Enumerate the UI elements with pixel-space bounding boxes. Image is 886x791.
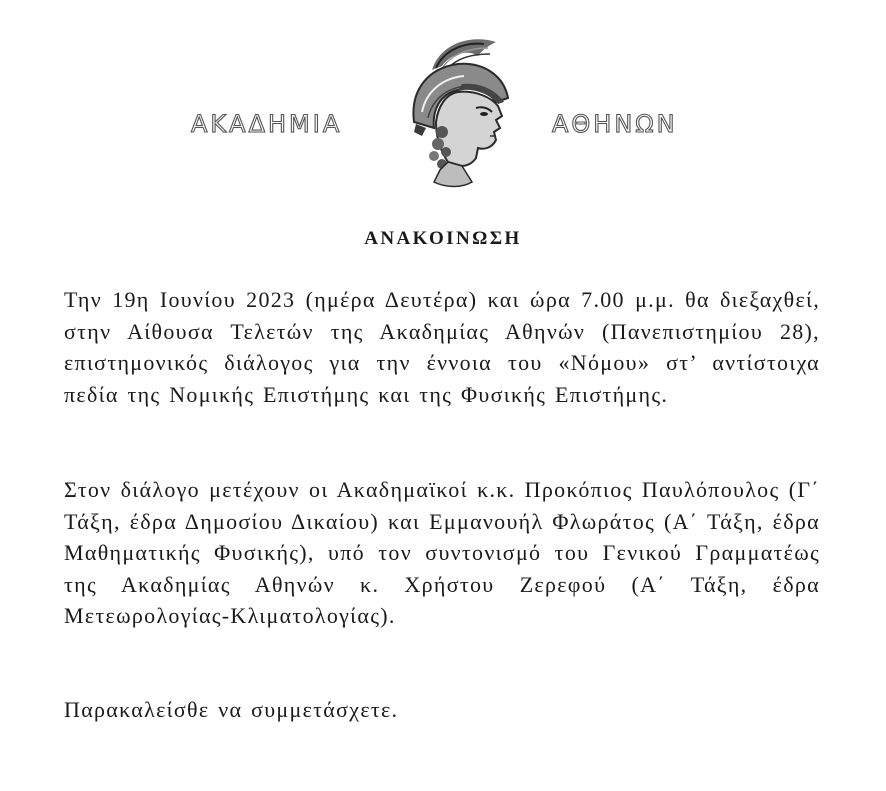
announcement-paragraph-1: Την 19η Ιουνίου 2023 (ημέρα Δευτέρα) και ώρα 7.00 μ.μ. θα διεξαχθεί, στην Αίθουσα Τελετών της Ακαδημίας Αθηνών (Πανεπιστημίου 28), επιστημονικός διάλογος για την έννοια του «Νόμου» στ’ αντίστοιχα πεδία της Νομικής Επιστήμης και της Φυσικής Επιστήμης. — [64, 287, 820, 407]
letterhead — [0, 22, 886, 192]
announcement-closing: Παρακαλείσθε να συμμετάσχετε. — [64, 697, 399, 722]
athena-head-icon — [392, 32, 532, 192]
announcement-title: ΑΝΑΚΟΙΝΩΣΗ — [364, 228, 522, 249]
letterhead-word-academy: ΑΚΑΔΗΜΙΑ — [191, 110, 343, 138]
letterhead-word-athens: ΑΘΗΝΩΝ — [552, 110, 678, 138]
announcement-paragraph-2: Στον διάλογο μετέχουν οι Ακαδημαϊκοί κ.κ. Προκόπιος Παυλόπουλος (Γ΄ Τάξη, έδρα Δημοσίου Δικαίου) και Εμμανουήλ Φλωράτος (Α΄ Τάξη, έδρα Μαθηματικής Φυσικής), υπό τον συντονισμό του Γενικού Γραμματέως της Ακαδημίας Αθηνών κ. Χρήστου Ζερεφού (Α΄ Τάξη, έδρα Μετεωρολογίας-Κλιματολογίας). — [64, 477, 820, 628]
